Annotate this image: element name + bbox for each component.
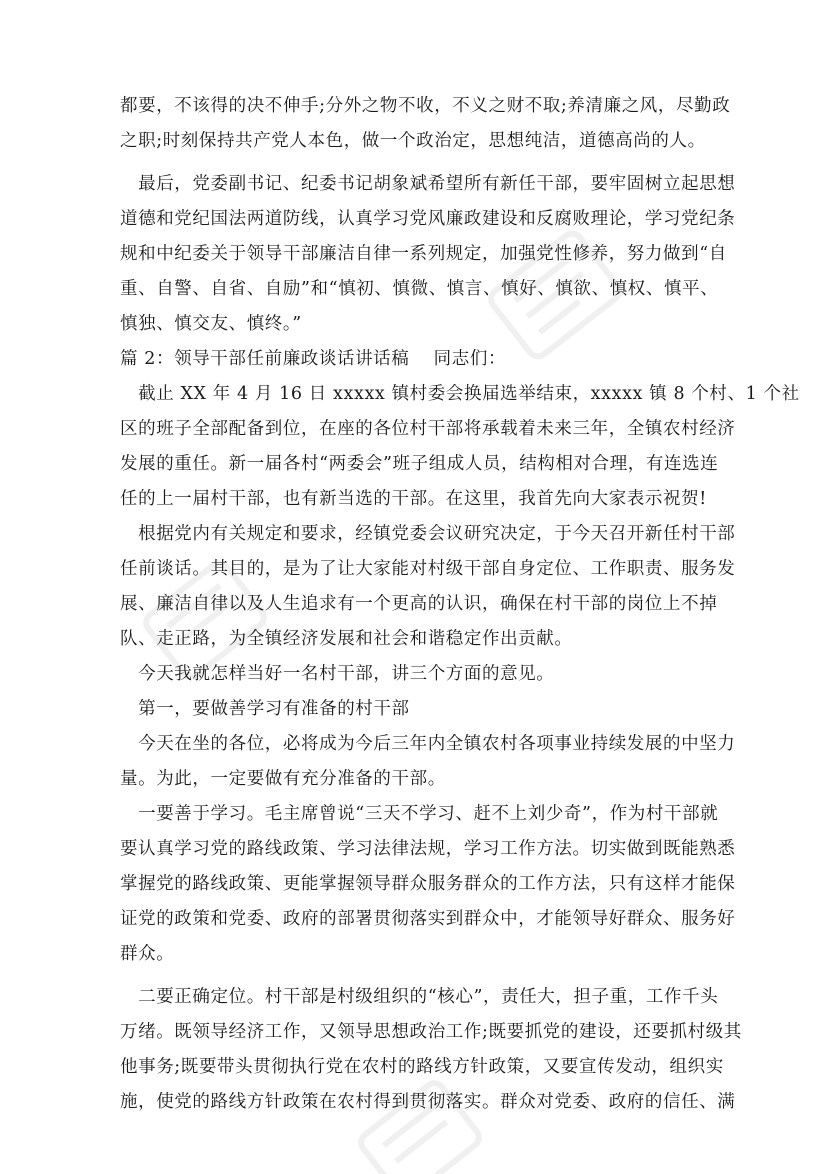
text-line: 最后，党委副书记、纪委书记胡象斌希望所有新任干部，要牢固树立起思想: [120, 174, 736, 194]
text-line: 万绪。既领导经济工作，又领导思想政治工作;既要抓党的建设，还要抓村级其: [120, 1022, 742, 1042]
text-line: 他事务;既要带头贯彻执行党在农村的路线方针政策，又要宣传发动，组织实: [120, 1057, 724, 1077]
section-heading: 篇 2：领导干部任前廉政谈话讲话稿 同志们：: [120, 349, 507, 369]
text-line: 慎独、慎交友、慎终。”: [120, 314, 302, 334]
text-line: 截止 XX 年 4 月 16 日 xxxxx 镇村委会换届选举结束，xxxxx 镇 8 个村、1 个社: [120, 384, 800, 404]
text-line: 之职;时刻保持共产党人本色，做一个政治定，思想纯洁，道德高尚的人。: [120, 131, 706, 151]
text-line: 量。为此，一定要做有充分准备的干部。: [120, 769, 446, 789]
text-line: 一要善于学习。毛主席曾说“三天不学习、赶不上刘少奇”，作为村干部就: [120, 804, 719, 824]
text-line: 区的班子全部配备到位，在座的各位村干部将承载着未来三年，全镇农村经济: [120, 419, 736, 439]
text-line: 道德和党纪国法两道防线，认真学习党风廉政建设和反腐败理论，学习党纪条: [120, 209, 736, 229]
text-line: 要认真学习党的路线政策、学习法律法规，学习工作方法。切实做到既能熟悉: [120, 839, 736, 859]
subsection-heading: 第一，要做善学习有准备的村干部: [120, 699, 410, 719]
text-line: 今天我就怎样当好一名村干部，讲三个方面的意见。: [120, 664, 555, 684]
text-line: 发展的重任。新一届各村“两委会”班子组成人员，结构相对合理，有连选连: [120, 454, 719, 474]
text-line: 二要正确定位。村干部是村级组织的“核心”，责任大，担子重，工作千头: [120, 987, 719, 1007]
text-line: 根据党内有关规定和要求，经镇党委会议研究决定，于今天召开新任村干部: [120, 524, 736, 544]
text-line: 掌握党的路线政策、更能掌握领导群众服务群众的工作方法，只有这样才能保: [120, 874, 736, 894]
text-line: 群众。: [120, 944, 175, 964]
text-line: 证党的政策和党委、政府的部署贯彻落实到群众中，才能领导好群众、服务好: [120, 909, 736, 929]
text-line: 规和中纪委关于领导干部廉洁自律一系列规定，加强党性修养，努力做到“自: [120, 244, 727, 264]
text-line: 队、走正路，为全镇经济发展和社会和谐稳定作出贡献。: [120, 629, 573, 649]
text-line: 展、廉洁自律以及人生追求有一个更高的认识，确保在村干部的岗位上不掉: [120, 594, 718, 614]
text-line: 都要，不该得的决不伸手;分外之物不收，不义之财不取;养清廉之风，尽勤政: [120, 96, 731, 116]
text-line: 施，使党的路线方针政策在农村得到贯彻落实。群众对党委、政府的信任、满: [120, 1092, 736, 1112]
text-line: 任前谈话。其目的，是为了让大家能对村级干部自身定位、工作职责、服务发: [120, 559, 736, 579]
text-line: 任的上一届村干部，也有新当选的干部。在这里，我首先向大家表示祝贺!: [120, 489, 707, 509]
text-line: 重、自警、自省、自励”和“慎初、慎微、慎言、慎好、慎欲、慎权、慎平、: [120, 279, 719, 299]
text-line: 今天在坐的各位，必将成为今后三年内全镇农村各项事业持续发展的中坚力: [120, 734, 736, 754]
